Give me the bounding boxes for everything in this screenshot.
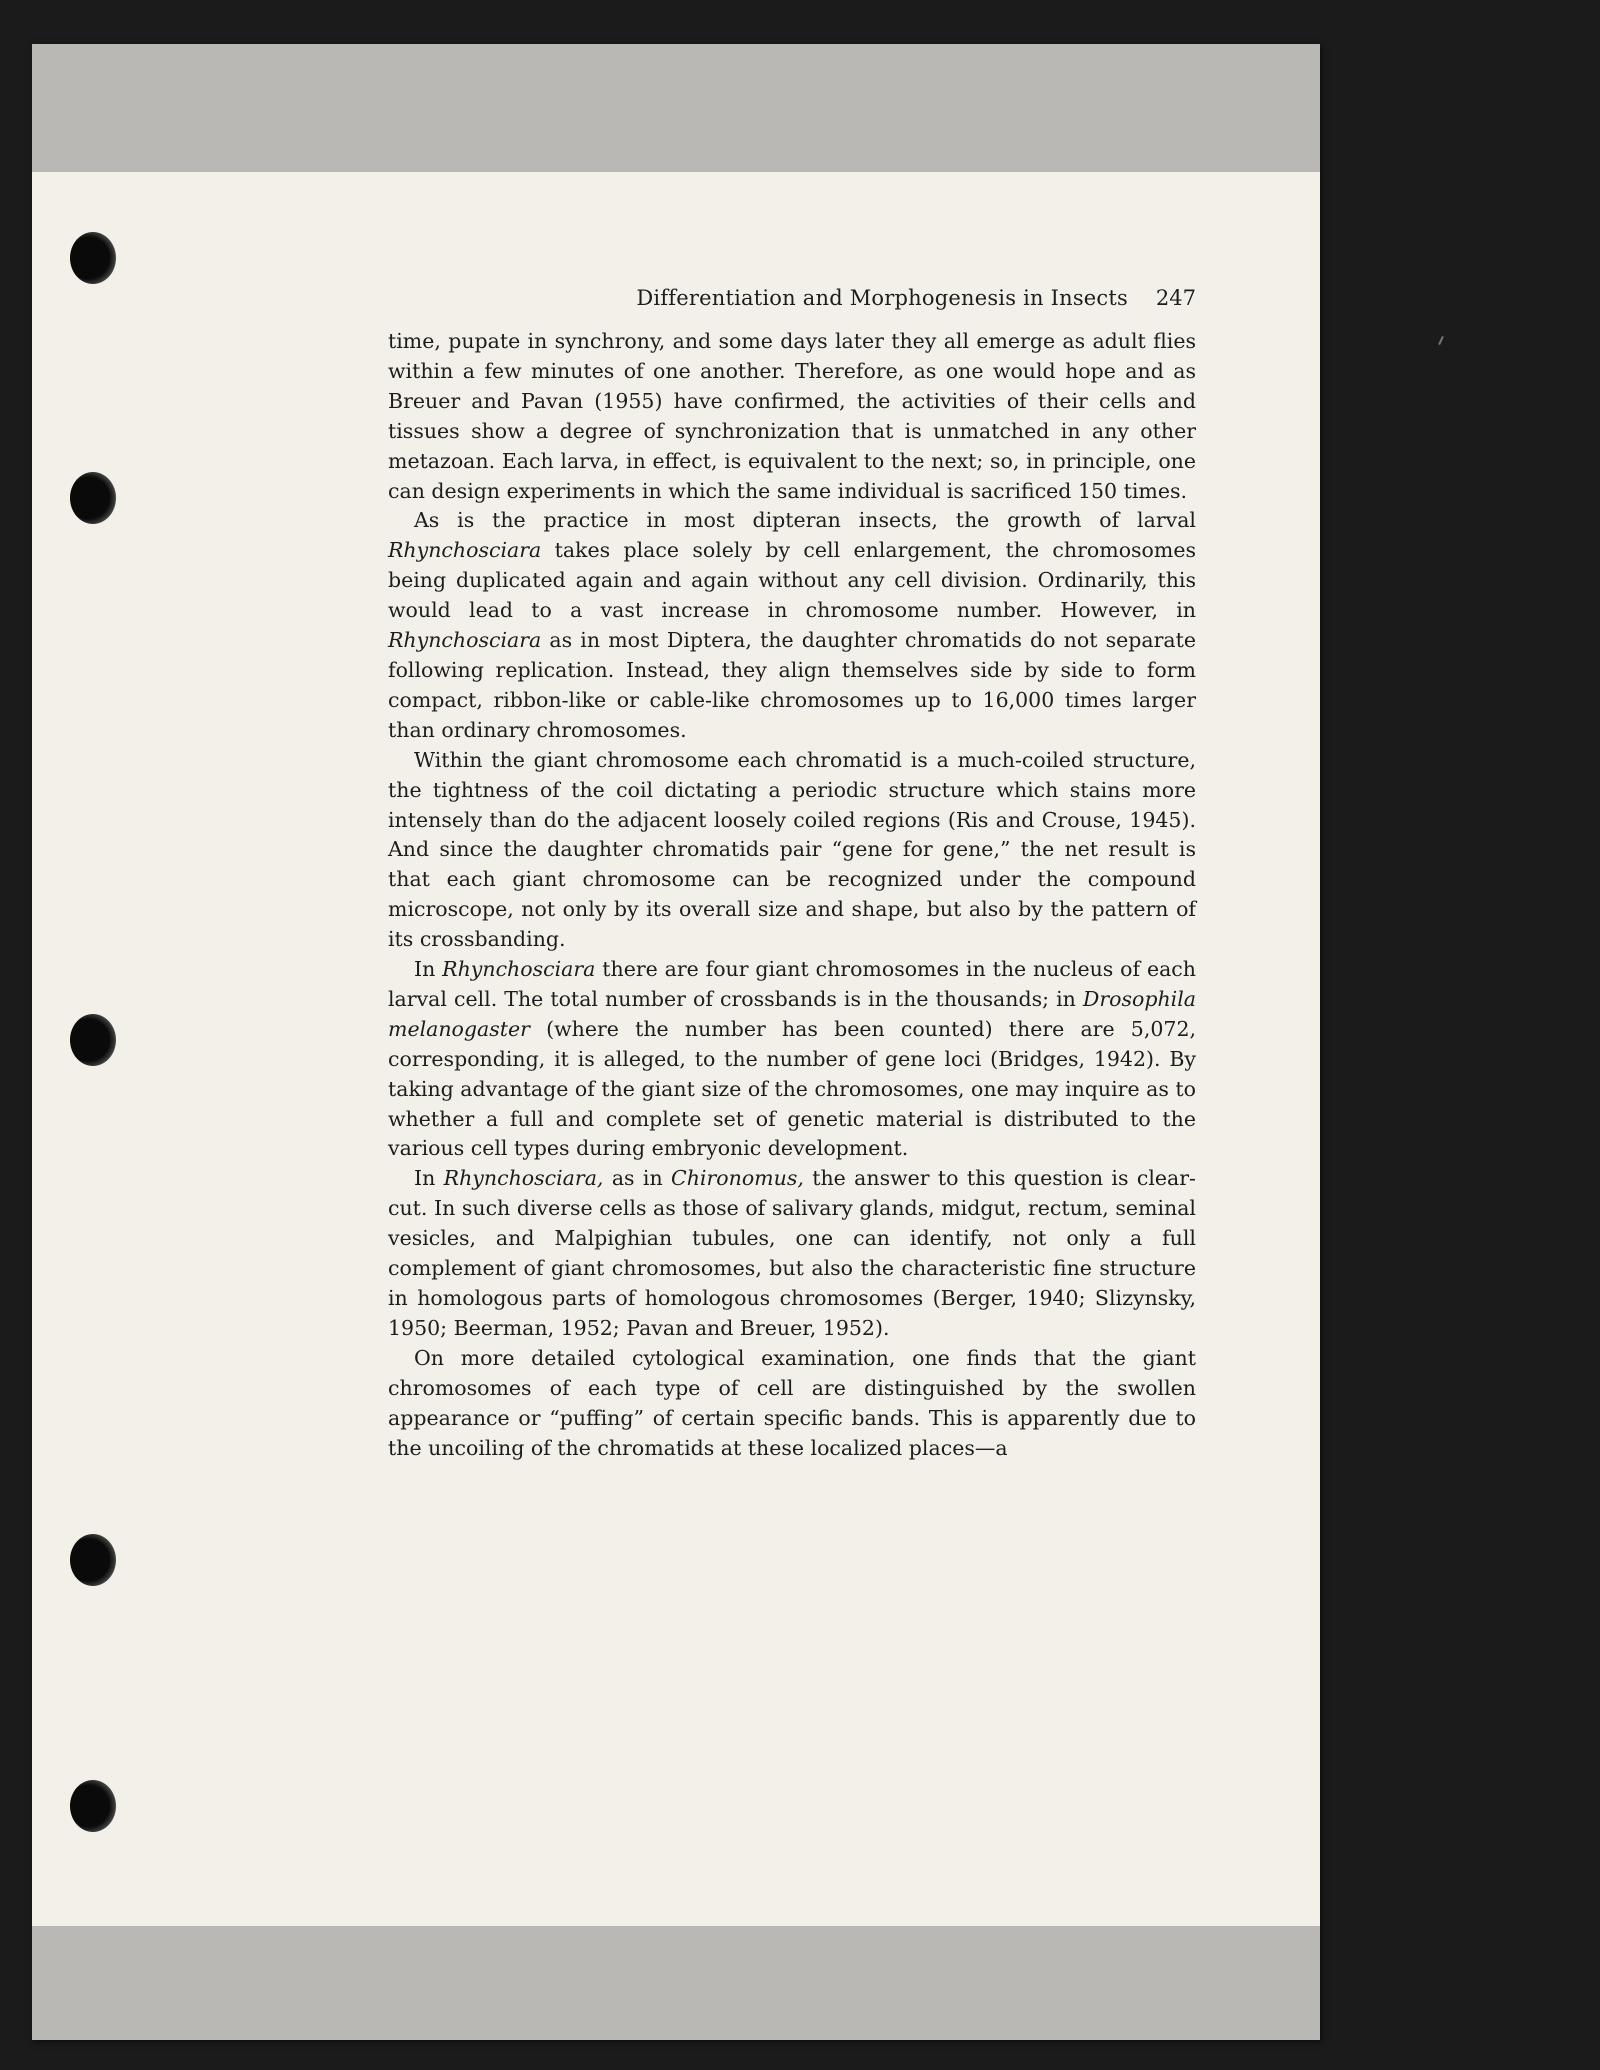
punch-hole [70, 1534, 116, 1586]
italic-term: Rhynchosciara [388, 538, 542, 563]
paragraph [388, 955, 1196, 1164]
italic-term: Chironomus, [671, 1166, 804, 1191]
text-run: takes place solely by cell enlargement, the chromosomes being duplicated again and again without any cell division. Ordinarily, this would lead to a vast increase in chromosome number. However, in [388, 538, 1196, 623]
text-run: In [414, 1166, 444, 1191]
punch-hole [70, 472, 116, 524]
running-head-title: Differentiation and Morphogenesis in Insects [636, 286, 1128, 310]
text-run: (where the number has been counted) there are 5,072, corresponding, it is alleged, to the number of gene loci (Bridges, 1942). By taking advantage of the giant size of the chromosomes, one may inquire as to whether a full and complete set of genetic material is distributed to the various cell types during embryonic development. [388, 1016, 1196, 1161]
top-gray-band [32, 44, 1320, 172]
italic-term: Drosophila melanogaster [388, 986, 1196, 1041]
text-run: as in [603, 1166, 672, 1191]
text-run: As is the practice in most dipteran insects, the growth of larval [414, 508, 1196, 533]
paragraph [388, 1164, 1196, 1343]
text-run: Within the giant chromosome each chromatid is a much-coiled structure, the tightness of the coil dictating a periodic structure which stains more intensely than do the adjacent loosely coiled regions (Ris and Crouse, 1945). And since the daughter chromatids pair “gene for gene,” the net result is that each giant chromosome can be recognized under the compound microscope, not only by its overall size and shape, but also by the pattern of its crossbanding. [388, 747, 1196, 952]
punch-hole [70, 1014, 116, 1066]
paragraph [388, 327, 1196, 506]
bottom-gray-band [32, 1926, 1320, 2040]
text-run: time, pupate in synchrony, and some days later they all emerge as adult flies within a few minutes of one another. Therefore, as one would hope and as Breuer and Pavan (1955) have confirmed, the activities of their cells and tissues show a degree of synchronization that is unmatched in any other metazoan. Each larva, in effect, is equivalent to the next; so, in principle, one can design experiments in which the same individual is sacrificed 150 times. [388, 329, 1196, 503]
text-run: there are four giant chromosomes in the nucleus of each larval cell. The total number of crossbands is in the thousands; in [388, 957, 1196, 1011]
running-head [388, 280, 1196, 316]
punch-hole [70, 232, 116, 284]
text-run: In [414, 957, 443, 982]
text-run: the answer to this question is clear-cut. In such diverse cells as those of salivary glands, midgut, rectum, seminal vesicles, and Malpighian tubules, one can identify, not only a full complement of giant chromosomes, but also the characteristic fine structure in homologous parts of homologous chromosomes (Berger, 1940; Slizynsky, 1950; Beerman, 1952; Pavan and Breuer, 1952). [388, 1166, 1196, 1340]
body-text [388, 327, 1196, 1463]
italic-term: Rhynchosciara, [443, 1166, 604, 1191]
italic-term: Rhynchosciara [442, 957, 596, 982]
italic-term: Rhynchosciara [388, 628, 542, 653]
punch-hole [70, 1780, 116, 1832]
paragraph [388, 746, 1196, 955]
pencil-mark [1438, 336, 1444, 345]
paragraph [388, 506, 1196, 745]
page-number: 247 [1155, 286, 1196, 310]
text-run: as in most Diptera, the daughter chromatids do not separate following replication. Instead, they align themselves side by side to form compact, ribbon-like or cable-like chromosomes up to 16,000 times larger than ordinary chromosomes. [388, 628, 1196, 742]
text-run: On more detailed cytological examination, one finds that the giant chromosomes of each type of cell are distinguished by the swollen appearance or “puffing” of certain specific bands. This is apparently due to the uncoiling of the chromatids at these localized places—a [388, 1345, 1196, 1460]
paragraph [388, 1344, 1196, 1464]
